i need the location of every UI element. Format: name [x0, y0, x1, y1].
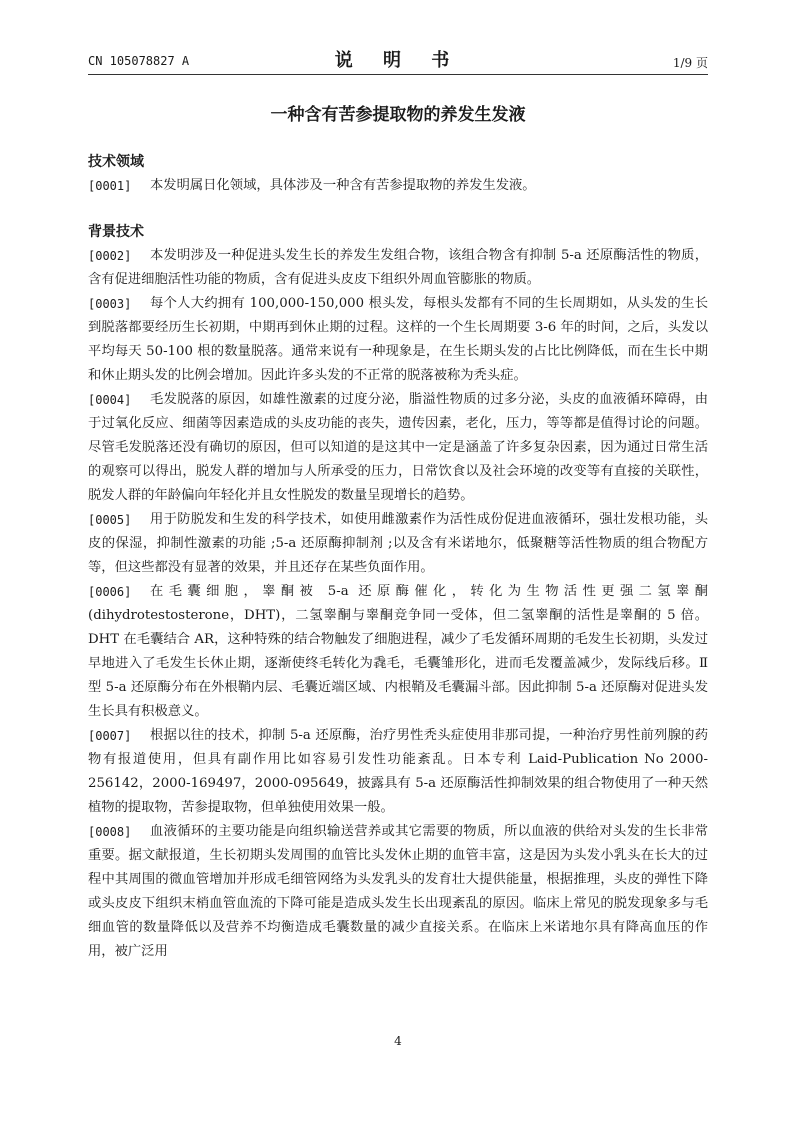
page-indicator: 1/9 页 [672, 56, 708, 70]
paragraph-number: [0001] [88, 179, 132, 193]
document-body [88, 150, 708, 964]
paragraph-text: 毛发脱落的原因，如雄性激素的过度分泌，脂溢性物质的过多分泌，头皮的血液循环障碍，由于过氧化反应、细菌等因素造成的头皮功能的丧失，遗传因素，老化，压力，等等都是值得讨论的问题。尽管毛发脱落还没有确切的原因，但可以知道的是这其中一定是涵盖了许多复杂因素，因为通过日常生活的观察可以得出，脱发人群的增加与人所承受的压力，日常饮食以及社会环境的改变等有直接的关联性，脱发人群的年龄偏向年轻化并且女性脱发的数量呈现增长的趋势。 [88, 392, 708, 503]
paragraph-number: [0002] [88, 249, 132, 263]
paragraph-text: 根据以往的技术，抑制 5-a 还原酶，治疗男性秃头症使用非那司提，一种治疗男性前列腺的药物有报道使用，但具有副作用比如容易引发性功能紊乱。日本专利 Laid-Publication No 2000-256142，2000-169497，2000-095649，披露具有 5-a 还原酶活性抑制效果的组合物使用了一种天然植物的提取物，苦参提取物，但单独使用效果一般。 [88, 728, 708, 815]
paragraph [88, 580, 708, 724]
paragraph-text: 在毛囊细胞，睾酮被 5-a 还原酶催化，转化为生物活性更强二氢睾酮 (dihydrotestosterone，DHT)，二氢睾酮与睾酮竞争同一受体，但二氢睾酮的活性是睾酮的 5 倍。DHT 在毛囊结合 AR，这种特殊的结合物触发了细胞进程，减少了毛发循环周期的毛发生长初期，头发过早地进入了毛发生长休止期，逐渐使终毛转化为毳毛，毛囊雏形化，进而毛发覆盖减少，发际线后移。Ⅱ型 5-a 还原酶分布在外根鞘内层、毛囊近端区域、内根鞘及毛囊漏斗部。因此抑制 5-a 还原酶对促进头发生长具有积极意义。 [88, 584, 708, 719]
document-title: 一种含有苦参提取物的养发生发液 [270, 105, 526, 125]
paragraph-text: 本发明涉及一种促进头发生长的养发生发组合物，该组合物含有抑制 5-a 还原酶活性的物质，含有促进细胞活性功能的物质，含有促进头皮皮下组织外周血管膨胀的物质。 [88, 248, 708, 287]
paragraph-text: 用于防脱发和生发的科学技术，如使用雌激素作为活性成份促进血液循环，强壮发根功能，头皮的保湿，抑制性激素的功能 ;5-a 还原酶抑制剂 ;以及含有米诺地尔，低聚糖等活性物质的组合物配方等，但这些都没有显著的效果，并且还存在某些负面作用。 [88, 512, 708, 575]
paragraph [88, 724, 708, 820]
paragraph [88, 292, 708, 388]
paragraph-number: [0006] [88, 585, 132, 599]
page-header [88, 40, 708, 76]
paragraph [88, 508, 708, 580]
paragraph [88, 388, 708, 508]
section-heading-tech-field: 技术领域 [88, 154, 144, 170]
paragraph-number: [0008] [88, 825, 132, 839]
paragraph [88, 244, 708, 292]
paragraph-number: [0004] [88, 393, 132, 407]
document-type: 说 明 书 [334, 50, 462, 71]
section-heading-background: 背景技术 [88, 224, 144, 240]
paragraph-number: [0005] [88, 513, 132, 527]
paragraph-text: 血液循环的主要功能是向组织输送营养或其它需要的物质，所以血液的供给对头发的生长非常重要。据文献报道，生长初期头发周围的血管比头发休止期的血管丰富，这是因为头发小乳头在长大的过程中其周围的微血管增加并形成毛细管网络为头发乳头的发育壮大提供能量，根据推理，头皮的弹性下降或头皮皮下组织末梢血管血流的下降可能是造成头发生长出现紊乱的原因。临床上常见的脱发现象多与毛细血管的数量降低以及营养不均衡造成毛囊数量的减少直接关系。在临床上米诺地尔具有降高血压的作用，被广泛用 [88, 824, 708, 959]
paragraph [88, 174, 708, 198]
paragraph-text: 每个人大约拥有 100,000-150,000 根头发，每根头发都有不同的生长周期如，从头发的生长到脱落都要经历生长初期，中期再到休止期的过程。这样的一个生长周期要 3-6 年的时间，之后，头发以平均每天 50-100 根的数量脱落。通常来说有一种现象是，在生长期头发的占比比例降低，而在生长中期和休止期头发的比例会增加。因此许多头发的不正常的脱落被称为秃头症。 [88, 296, 708, 383]
paragraph-text: 本发明属日化领域，具体涉及一种含有苦参提取物的养发生发液。 [150, 178, 536, 193]
patent-number: CN 105078827 A [88, 54, 190, 68]
paragraph-number: [0007] [88, 729, 132, 743]
header-divider [88, 74, 708, 75]
paragraph-number: [0003] [88, 297, 132, 311]
paragraph [88, 820, 708, 964]
page-number: 4 [394, 1034, 402, 1048]
